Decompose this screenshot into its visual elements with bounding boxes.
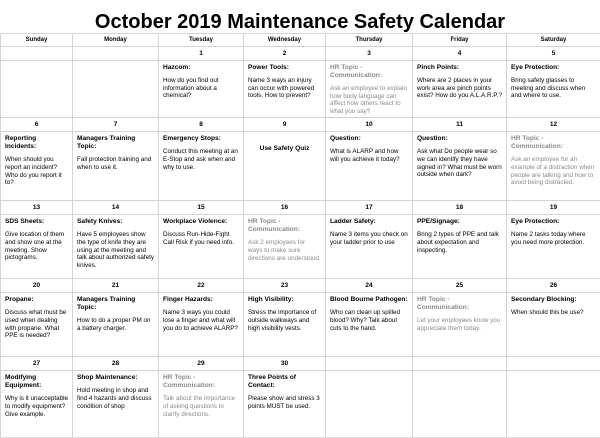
day-cell xyxy=(244,61,326,118)
date-cell: 15 xyxy=(159,201,244,215)
content-row-week-2 xyxy=(1,132,600,201)
topic-description: Name 3 ways an injury can occur with powered tools. How to prevent? xyxy=(248,77,321,100)
topic-description: Give location of them and show one at the meeting. Show pictograms. xyxy=(5,231,68,261)
date-cell: 9 xyxy=(244,118,326,132)
topic-title: Blood Bourne Pathogen: xyxy=(330,296,408,304)
date-row-week-5 xyxy=(1,357,600,371)
topic-description: When should you report an incident? Who do you report it to? xyxy=(5,156,68,186)
content-row-week-3 xyxy=(1,215,600,279)
day-cell xyxy=(73,215,159,279)
topic-description: How do you find out information about a chemical? xyxy=(163,77,239,100)
date-cell: 2 xyxy=(244,47,326,61)
date-row-week-3 xyxy=(1,201,600,215)
weekday-sunday: Sunday xyxy=(1,34,73,47)
date-cell: 26 xyxy=(507,279,600,293)
date-cell: 25 xyxy=(413,279,507,293)
day-cell xyxy=(73,371,159,438)
date-cell: 20 xyxy=(1,279,73,293)
date-cell: 5 xyxy=(507,47,600,61)
day-cell xyxy=(413,132,507,201)
topic-title: Three Points of Contact: xyxy=(248,374,321,390)
content-row-week-1 xyxy=(1,61,600,118)
topic-description: Please show and stress 3 points MUST be used. xyxy=(248,395,321,410)
date-row-week-2 xyxy=(1,118,600,132)
topic-title: Hazcom: xyxy=(163,64,239,72)
date-row-week-4 xyxy=(1,279,600,293)
day-cell xyxy=(413,215,507,279)
date-row-week-1 xyxy=(1,47,600,61)
day-cell-hr-topic xyxy=(244,215,326,279)
date-cell: 18 xyxy=(413,201,507,215)
calendar-grid xyxy=(0,33,600,438)
topic-title: Ladder Safety: xyxy=(330,218,408,226)
topic-description: Bring safety glasses to meeting and discuss when and where to use. xyxy=(511,77,596,100)
topic-title: Use Safety Quiz xyxy=(248,145,321,153)
topic-title: Propane: xyxy=(5,296,68,304)
topic-description: Ask an employee to explain how body language can affect how others react to what you say? xyxy=(330,85,408,115)
day-cell xyxy=(1,215,73,279)
day-cell xyxy=(244,293,326,357)
date-cell: 17 xyxy=(326,201,413,215)
day-cell-empty xyxy=(507,371,600,438)
day-cell xyxy=(159,132,244,201)
content-row-week-4 xyxy=(1,293,600,357)
date-cell: 3 xyxy=(326,47,413,61)
topic-description: Why is it unacceptable to modify equipment? Give example. xyxy=(5,395,68,418)
topic-title: HR Topic - Communication: xyxy=(511,135,596,151)
topic-title: Workplace Violence: xyxy=(163,218,239,226)
date-cell: 8 xyxy=(159,118,244,132)
weekday-friday: Friday xyxy=(413,34,507,47)
topic-description: Name 2 tasks today where you need more protection. xyxy=(511,231,596,246)
topic-description: Bring 2 types of PPE and talk about expectation and inspecting. xyxy=(417,231,502,254)
topic-title: HR Topic - Communication: xyxy=(248,218,321,234)
day-cell-empty xyxy=(413,371,507,438)
day-cell xyxy=(1,132,73,201)
topic-title: Question: xyxy=(330,135,408,143)
topic-title: Finger Hazards: xyxy=(163,296,239,304)
topic-description: Name 3 ways you could lose a finger and what will you do to achieve ALARP? xyxy=(163,309,239,332)
topic-title: Power Tools: xyxy=(248,64,321,72)
date-cell: 12 xyxy=(507,118,600,132)
weekday-wednesday: Wednesday xyxy=(244,34,326,47)
date-cell: 4 xyxy=(413,47,507,61)
day-cell xyxy=(326,132,413,201)
date-cell: 11 xyxy=(413,118,507,132)
day-cell-hr-topic xyxy=(159,371,244,438)
topic-description: Ask what Do people wear so we can identify they have signed in? What must be worn outside when dark? xyxy=(417,148,502,178)
day-cell xyxy=(73,293,159,357)
weekday-thursday: Thursday xyxy=(326,34,413,47)
day-cell xyxy=(159,215,244,279)
date-cell: 29 xyxy=(159,357,244,371)
date-cell: 19 xyxy=(507,201,600,215)
topic-description: Talk about the importance of asking questions to clarify directions. xyxy=(163,395,239,418)
day-cell xyxy=(326,215,413,279)
calendar-title: October 2019 Maintenance Safety Calendar xyxy=(0,11,600,33)
date-cell: 30 xyxy=(244,357,326,371)
weekday-tuesday: Tuesday xyxy=(159,34,244,47)
day-cell xyxy=(507,61,600,118)
topic-title: Managers Training Topic: xyxy=(77,135,154,151)
topic-title: HR Topic - Communication: xyxy=(417,296,502,312)
topic-description: What is ALARP and how will you achieve it today? xyxy=(330,148,408,163)
topic-title: SDS Sheets: xyxy=(5,218,68,226)
topic-title: Secondary Blocking: xyxy=(511,296,596,304)
date-cell: 28 xyxy=(73,357,159,371)
topic-title: HR Topic - Communication: xyxy=(330,64,408,80)
date-cell xyxy=(413,357,507,371)
topic-description: Let your employees know you appreciate them today. xyxy=(417,317,502,332)
topic-title: High Visibility: xyxy=(248,296,321,304)
date-cell: 27 xyxy=(1,357,73,371)
day-cell xyxy=(244,371,326,438)
topic-description: Fall protection training and when to use it. xyxy=(77,156,154,171)
date-cell xyxy=(507,357,600,371)
day-cell xyxy=(326,293,413,357)
date-cell xyxy=(73,47,159,61)
date-cell: 6 xyxy=(1,118,73,132)
day-cell xyxy=(1,371,73,438)
topic-title: HR Topic - Communication: xyxy=(163,374,239,390)
day-cell xyxy=(159,61,244,118)
day-cell xyxy=(1,293,73,357)
day-cell-hr-topic xyxy=(413,293,507,357)
date-cell: 16 xyxy=(244,201,326,215)
topic-title: Pinch Points: xyxy=(417,64,502,72)
content-row-week-5 xyxy=(1,371,600,438)
topic-title: Safety Knives: xyxy=(77,218,154,226)
weekday-saturday: Saturday xyxy=(507,34,600,47)
topic-description: Ask 2 employees for ways to make sure directions are understood. xyxy=(248,239,321,262)
day-cell-empty xyxy=(73,61,159,118)
date-cell: 14 xyxy=(73,201,159,215)
topic-title: Reporting Incidents: xyxy=(5,135,68,151)
day-cell xyxy=(159,293,244,357)
topic-description: Stress the importance of outside walkways and high visibility vests. xyxy=(248,309,321,332)
topic-title: PPE/Signage: xyxy=(417,218,502,226)
date-cell: 13 xyxy=(1,201,73,215)
topic-description: Have 5 employees show the type of knife they are using at the meeting and talk about authorized safety knives. xyxy=(77,231,154,269)
weekday-header-row xyxy=(1,34,600,47)
date-cell: 10 xyxy=(326,118,413,132)
date-cell: 23 xyxy=(244,279,326,293)
date-cell: 22 xyxy=(159,279,244,293)
topic-title: Question: xyxy=(417,135,502,143)
date-cell: 21 xyxy=(73,279,159,293)
topic-description: How to do a proper PM on a battery charger. xyxy=(77,317,154,332)
day-cell xyxy=(507,293,600,357)
topic-description: Conduct this meeting at an E-Stop and ask when and why to use. xyxy=(163,148,239,171)
topic-title: Emergency Stops: xyxy=(163,135,239,143)
day-cell-empty xyxy=(326,371,413,438)
day-cell xyxy=(507,215,600,279)
topic-title: Eye Protection: xyxy=(511,64,596,72)
date-cell: 7 xyxy=(73,118,159,132)
topic-description: When should this be use? xyxy=(511,309,596,317)
day-cell-hr-topic xyxy=(326,61,413,118)
date-cell: 1 xyxy=(159,47,244,61)
date-cell xyxy=(1,47,73,61)
topic-description: Who can clean up spilled blood? Why? Talk about cuts to the hand. xyxy=(330,309,408,332)
day-cell-hr-topic xyxy=(507,132,600,201)
date-cell: 24 xyxy=(326,279,413,293)
topic-description: Discuss Run-Hide-Fight Call Risk if you need info. xyxy=(163,231,239,246)
weekday-monday: Monday xyxy=(73,34,159,47)
topic-title: Shop Maintenance: xyxy=(77,374,154,382)
topic-title: Modifying Equipment: xyxy=(5,374,68,390)
day-cell xyxy=(244,132,326,201)
topic-description: Hold meeting in shop and find 4 hazards and discuss condition of shop xyxy=(77,387,154,410)
topic-title: Eye Protection: xyxy=(511,218,596,226)
topic-description: Name 3 items you check on your ladder prior to use xyxy=(330,231,408,246)
day-cell xyxy=(73,132,159,201)
topic-description: Ask an employee for an example of a distraction when people are talking and how to avoid being distracted. xyxy=(511,156,596,186)
topic-description: Where are 2 places in your work area are pinch points exist? How do you A.L.A.R.P.? xyxy=(417,77,502,100)
topic-description: Discuss what must be used when dealing with propane. What PPE is needed? xyxy=(5,309,68,339)
date-cell xyxy=(326,357,413,371)
topic-title: Managers Training Topic: xyxy=(77,296,154,312)
day-cell-empty xyxy=(1,61,73,118)
day-cell xyxy=(413,61,507,118)
